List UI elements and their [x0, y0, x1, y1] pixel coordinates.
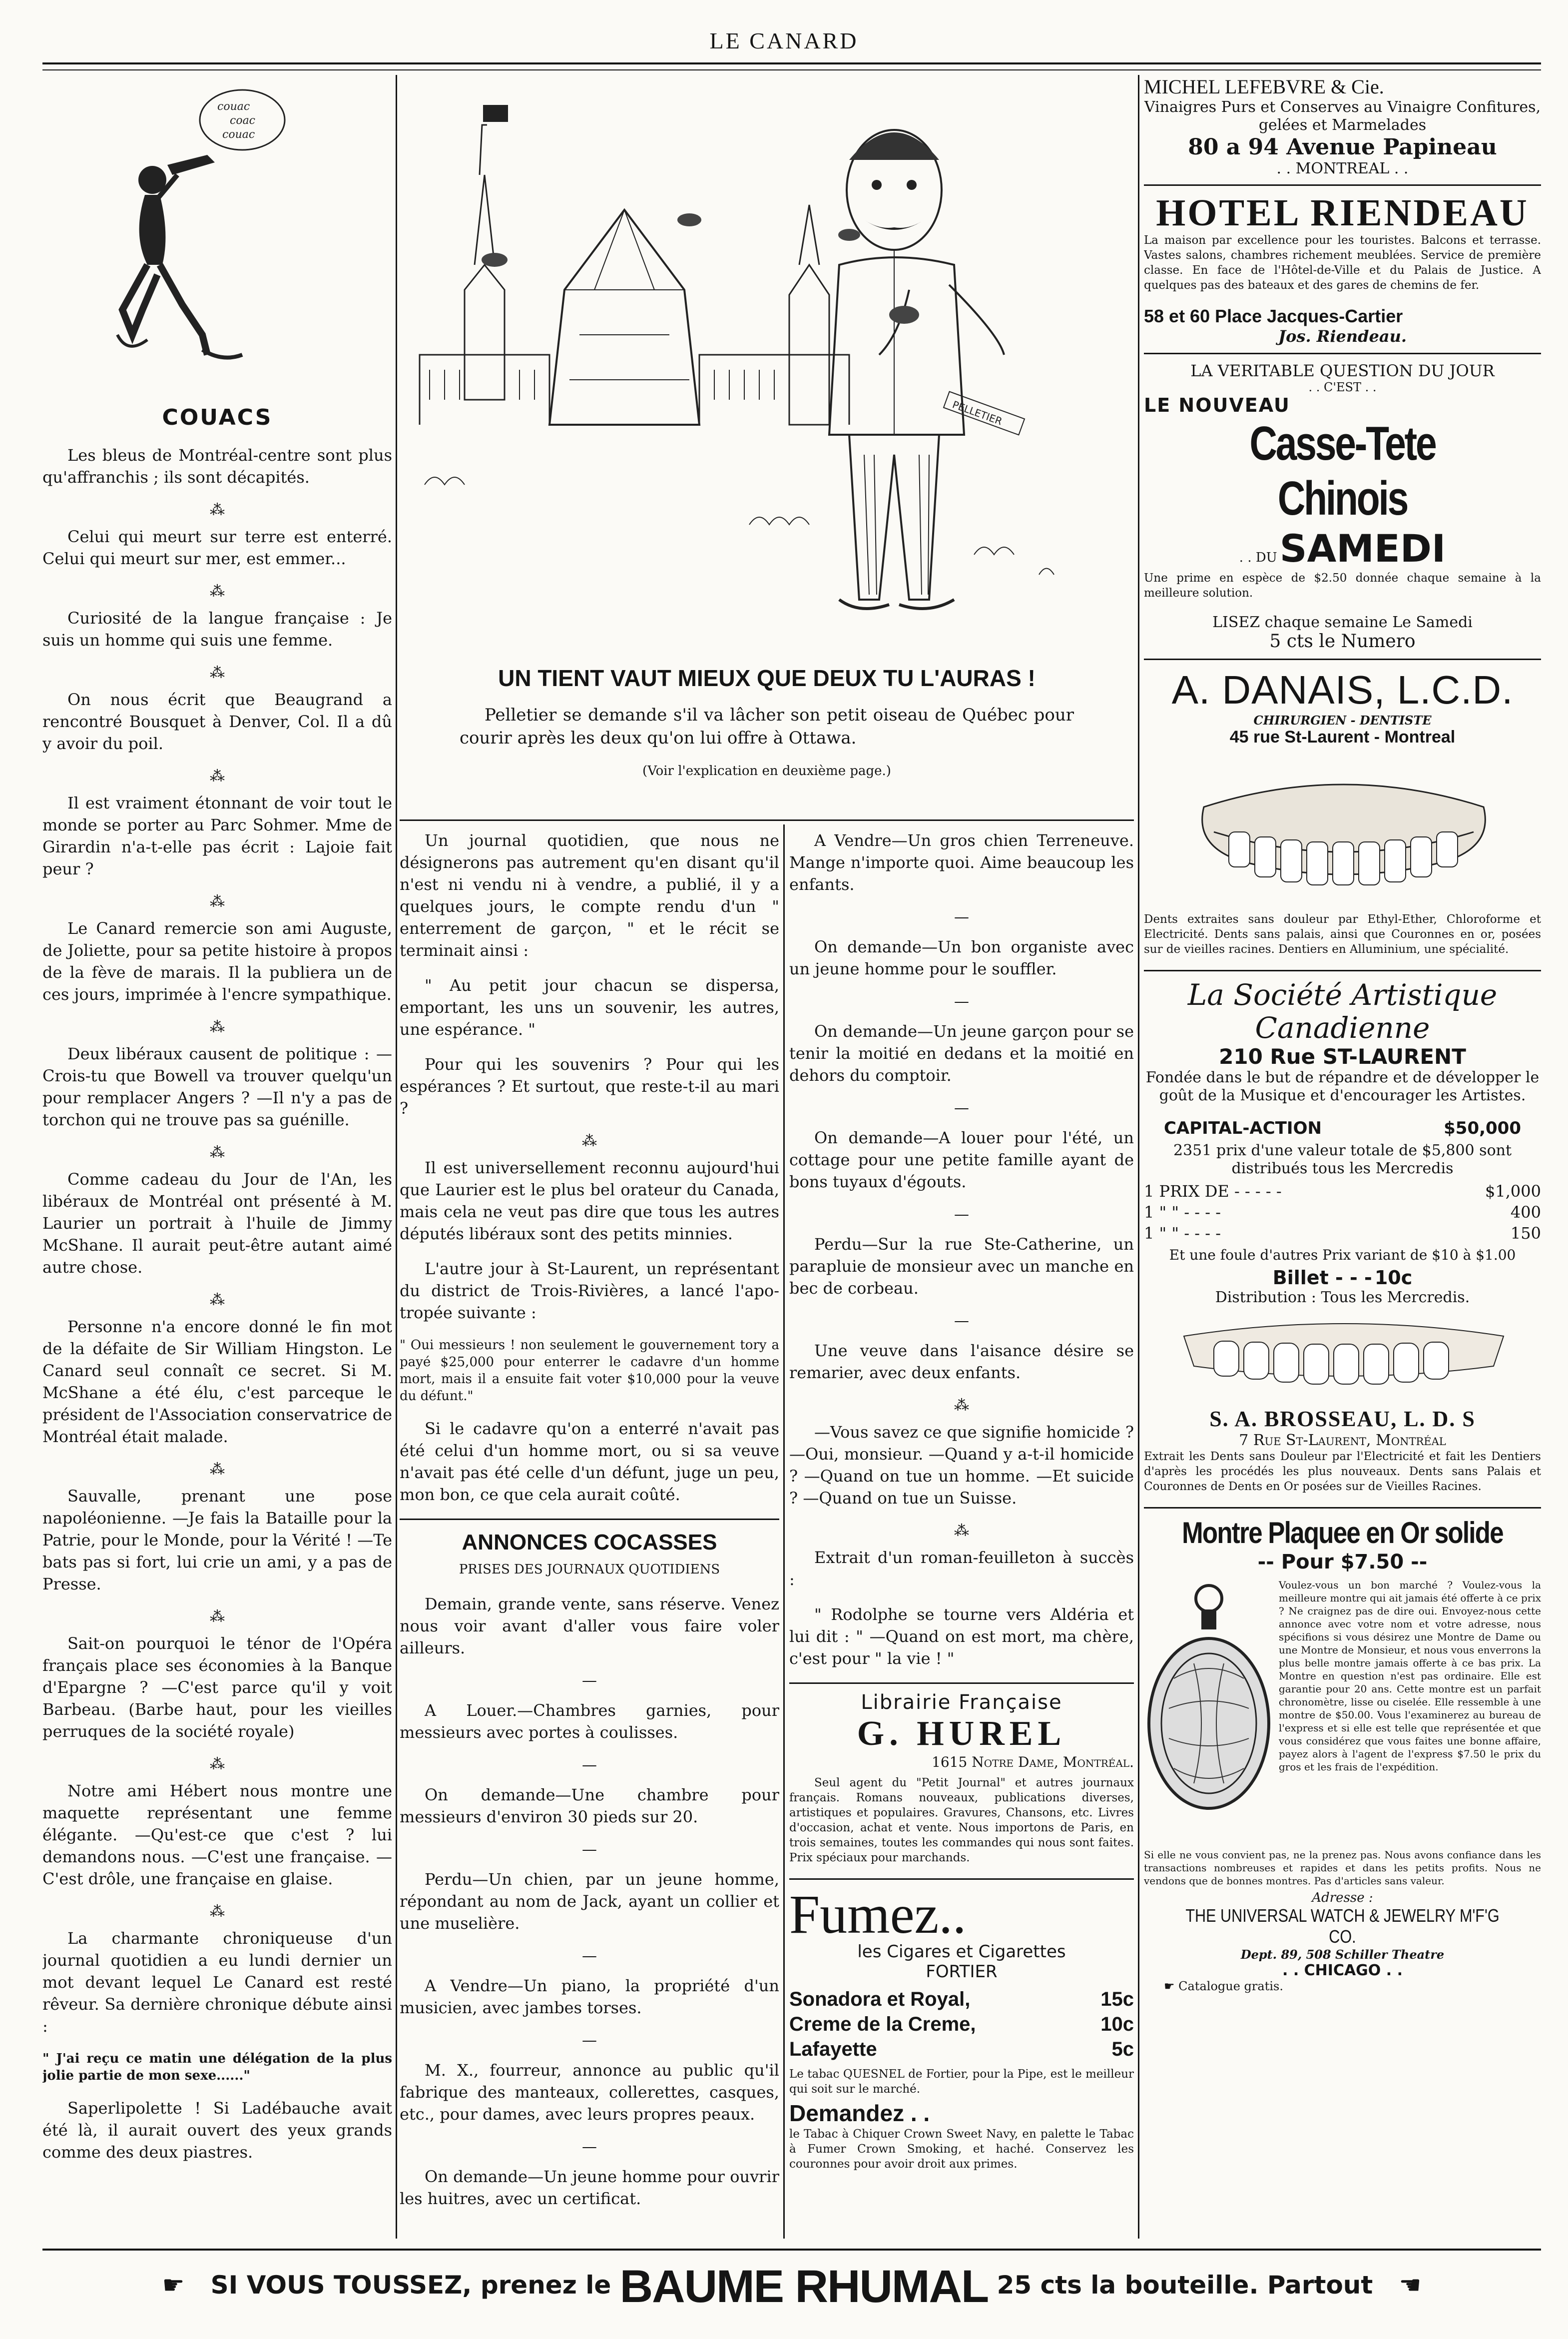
couac-item: Personne n'a encore donné le fin mot de la défaite de Sir William Hingston. Le Canard seul connaît ce secret. Si M. McShane a été élu, c'est parceque le président de l'Association conservatrice de Montréal était malade.	[42, 1317, 392, 1446]
montre-body	[1144, 1578, 1541, 1848]
prize-value: $1,000	[1485, 1182, 1541, 1201]
couac-item: Sauvalle, prenant une pose napoléonienne. —Je fais la Bataille pour la Patrie, pour le Monde, pour la Vérité ! —Te bats pas si fort, lui crie un ami, y a pas de Presse.	[42, 1487, 392, 1593]
separator-stars: ⁂	[210, 664, 225, 682]
societe-distrib: Distribution : Tous les Mercredis.	[1215, 1289, 1470, 1306]
couac-item: Saperlipolette ! Si Ladébauche avait été là, il aurait ouvert des yeux grands comme des deux piastres.	[42, 2099, 392, 2162]
jester-trumpet-illustration	[42, 75, 392, 400]
parliament-cartoon-illustration	[400, 75, 1134, 650]
masthead: LE CANARD	[709, 28, 859, 53]
hotel-text: La maison par excellence pour les touristes. Balcons et terrasse. Vastes salons, chambres richement meublées. Service de première classe. En face de l'Hôtel-de-Ville et du Palais de Justice. A quelques pas des bateaux et des gares de chemins de fer.	[1144, 234, 1541, 292]
separator-stars: ⁂	[954, 1397, 969, 1414]
annonce-item: On demande—Un jeune garçon pour se tenir la moitié en dedans et la moitié en dehors du comptoir.	[789, 1022, 1134, 1085]
danais-title: CHIRURGIEN - DENTISTE	[1253, 713, 1432, 728]
dialogue: —Vous savez ce que signifie homicide ? —Oui, monsieur. —Quand y a-t-il homicide ? —Quand on tue un homme. —Et suicide ? —Quand on tue un Suisse.	[789, 1423, 1134, 1508]
annonce-item: Une veuve dans l'aisance désire se remarier, avec deux enfants.	[789, 1341, 1134, 1382]
couac-item: Notre ami Hébert nous montre une maquette représentant une femme élégante. —Qu'est-ce que c'est ? lui demandons nous. —C'est une française. —C'est drôle, une française en glaise.	[42, 1781, 392, 1888]
ad-rule	[1144, 1507, 1541, 1509]
montre-text: Voulez-vous un bon marché ? Voulez-vous la meilleure montre qui ait jamais été offerte à ce prix ? Ne craignez pas de dire oui. Envoyez-nous cette annonce avec votre nom et votre adresse, nous spécifions si vous désirez une Montre de Dame ou une Montre de Monsieur, et nous vous enverrons la plus belle montre jamais offerte à ce bas prix. La Montre en question n'est pas ordinaire. Elle est garantie pour 20 ans. Cette montre est un parfait chronomètre, lisse ou ciselée. Elle ressemble à une montre de $50.00. Vous l'examinerez au bureau de l'express et si elle est telle que représentée et que vous considérez que vous faites une bonne affaire, payez alors à l'agent de l'express $7.50 le prix du gros et les frais de l'expédition.	[1279, 1579, 1541, 1773]
separator-dash: —	[954, 993, 969, 1010]
column-rule	[396, 75, 397, 2239]
samedi-price: 5 cts le Numero	[1269, 631, 1416, 652]
prize-row	[1144, 1202, 1541, 1223]
lefebvre-products: Vinaigres Purs et Conserves au Vinaigre Confitures, gelées et Marmelades	[1144, 98, 1541, 134]
annonces-title: ANNONCES COCASSES	[462, 1530, 717, 1555]
separator-stars: ⁂	[210, 1144, 225, 1161]
separator-dash: —	[954, 1206, 969, 1223]
cigar-price: 5c	[1111, 2038, 1134, 2060]
samedi-du-row	[1144, 526, 1541, 571]
article-paragraph: Il est universellement reconnu aujourd'hui que Laurier est le plus bel orateur du Canada, mais cela ne veut pas dire que tous les autres députés libéraux sont des petits minnies.	[400, 1158, 779, 1243]
prize-value: 150	[1510, 1224, 1541, 1243]
librairie-address: 1615 Notre Dame, Montréal.	[932, 1754, 1134, 1770]
billet-row	[1144, 1267, 1541, 1289]
article-paragraph: Si le cadavre qu'on a enterré n'avait pas été celui d'un homme mort, ou si sa veuve n'avait pas été celle d'un défunt, juge un peu, mon bon, ce que cela aurait coûté.	[400, 1419, 779, 1504]
article-quote: " Oui messieurs ! non seulement le gouvernement tory a payé $25,000 pour enterrer le cadavre d'un homme mort, mais il a ensuite fait voter $10,000 pour la veuve du défunt."	[400, 1338, 779, 1404]
capital-value: $50,000	[1444, 1118, 1521, 1138]
teeth-illustration	[1144, 1306, 1541, 1406]
annonce-item: On demande—Un bon organiste avec un jeune homme pour le souffler.	[789, 937, 1134, 978]
prize-label: 1 " " - - - -	[1144, 1224, 1221, 1243]
cigar-name: Lafayette	[789, 2038, 877, 2060]
annonce-item: A Vendre—Un gros chien Terreneuve. Mange n'importe quoi. Aime beaucoup les enfants.	[789, 831, 1134, 894]
separator-stars: ⁂	[210, 768, 225, 785]
separator-dash: —	[582, 1672, 597, 1689]
extrait-text: " Rodolphe se tourne vers Aldéria et lui dit : " —Quand on est mort, ma chère, c'est pour " la vie ! "	[789, 1605, 1134, 1668]
couac-item: Il est vraiment étonnant de voir tout le monde se porter au Parc Sohmer. Mme de Girardin n'a-t-elle pas écrit : Lajoie fait peur ?	[42, 793, 392, 878]
annonce-item: On demande—Un jeune homme pour ouvrir les huitres, avec un certificat.	[400, 2167, 779, 2208]
cartoon-caption-text: Pelletier se demande s'il va lâcher son petit oiseau de Québec pour courir après les deux qu'on lui offre à Ottawa.	[460, 705, 1074, 748]
separator-dash: —	[582, 1947, 597, 1965]
cigar-name: Creme de la Creme,	[789, 2013, 976, 2035]
montre-text2: Si elle ne vous convient pas, ne la prenez pas. Nous avons confiance dans les transactions nombreuses et rapides et dans les petits profits. Nous ne vendons que de bonnes montres. Pas d'articles sans valeur.	[1144, 1849, 1541, 1887]
danais-name: A. DANAIS, L.C.D.	[1171, 668, 1514, 712]
article-paragraph: Un journal quotidien, que nous ne désignerons pas autrement qu'en disant qu'il n'est ni vendu ni à vendre, a publié, il y a quelques jours, le compte rendu d'un " enterrement de garçon, " et le récit se terminait ainsi :	[400, 831, 779, 960]
separator-stars: ⁂	[210, 501, 225, 519]
danais-text: Dents extraites sans douleur par Ethyl-Ether, Chloroforme et Electricité. Dents sans palais, ainsi que Couronnes en or, posées sur de vieilles racines. Dentiers en Alluminium, une spécialité.	[1144, 913, 1541, 956]
montre-price: -- Pour $7.50 --	[1257, 1551, 1428, 1573]
samedi-ad	[1144, 361, 1541, 652]
fumez-line2: FORTIER	[926, 1962, 998, 1982]
couac-item: Sait-on pourquoi le ténor de l'Opéra français place ses économies à la Banque d'Epargne ? —C'est parce qu'il y voit Barbeau. (Barbe haut, pour les vieilles perruques de la société royale)	[42, 1634, 392, 1741]
separator-stars: ⁂	[954, 1522, 969, 1540]
fumez-ad	[789, 1884, 1134, 2172]
separator-dash: —	[582, 1756, 597, 1774]
montre-adresse-label: Adresse :	[1312, 1890, 1373, 1905]
montre-company: THE UNIVERSAL WATCH & JEWELRY M'F'G CO.	[1185, 1905, 1500, 1947]
column-chroniques	[400, 829, 779, 2234]
hotel-owner: Jos. Riendeau.	[1278, 327, 1407, 346]
annonce-item: M. X., fourreur, annonce au public qu'il fabrique des manteaux, collerettes, casques, etc., pour dames, avec leurs propres peaux.	[400, 2061, 779, 2124]
samedi-line3: LE NOUVEAU	[1144, 394, 1290, 416]
couac-item: Deux libéraux causent de politique : —Crois-tu que Bowell va trouver quelqu'un pour remplacer Angers ? —Il n'y a pas de torchon qui ne trouve pas sa guénille.	[42, 1044, 392, 1129]
lefebvre-ad	[1144, 75, 1541, 177]
couac-quote: " J'ai reçu ce matin une délégation de la plus jolie partie de mon sexe......"	[42, 2051, 392, 2083]
samedi-line2: . . C'EST . .	[1308, 380, 1377, 394]
billet-label: Billet - - -	[1272, 1267, 1372, 1289]
lefebvre-name: MICHEL LEFEBVRE & Cie.	[1144, 75, 1384, 98]
pointing-hand-icon: ☛	[162, 2271, 185, 2300]
separator-dash: —	[954, 908, 969, 926]
brosseau-name: S. A. BROSSEAU, L. D. S	[1209, 1407, 1476, 1431]
couac-item: Curiosité de la langue française : Je suis un homme qui suis une femme.	[42, 609, 392, 650]
hotel-address: 58 et 60 Place Jacques-Cartier	[1144, 306, 1403, 326]
capital-label: CAPITAL-ACTION	[1164, 1118, 1322, 1138]
header-rule	[42, 62, 1541, 70]
samedi-text: Une prime en espèce de $2.50 donnée chaque semaine à la meilleure solution.	[1144, 572, 1541, 600]
couac-item: Les bleus de Montréal-centre sont plus qu'affranchis ; ils sont décapités.	[42, 446, 392, 487]
annonce-item: A Vendre—Un piano, la propriété d'un musicien, avec jambes torses.	[400, 1976, 779, 2017]
pointing-hand-icon: ☚	[1399, 2271, 1422, 2300]
danais-ad	[1144, 667, 1541, 957]
footer-post: 25 cts la bouteille. Partout	[997, 2271, 1373, 2300]
hotel-riendeau-ad	[1144, 193, 1541, 346]
cartoon-caption-note: (Voir l'explication en deuxième page.)	[642, 764, 891, 779]
annonce-item: On demande—A louer pour l'été, un cottage pour une petite famille ayant de bons tuyaux d'égouts.	[789, 1128, 1134, 1191]
footer-line	[42, 2261, 1541, 2313]
article-paragraph: " Au petit jour chacun se dispersa, emportant, les uns un souvenir, les autres, une espérance. "	[400, 976, 779, 1039]
prize-row	[1144, 1181, 1541, 1202]
column-couacs	[42, 75, 392, 2234]
ad-rule	[1144, 659, 1541, 660]
samedi-big: Casse-Tete Chinois	[1249, 417, 1436, 525]
samedi-du: . . DU	[1239, 550, 1277, 565]
footer-ad	[42, 2249, 1541, 2311]
separator-dash: —	[582, 1841, 597, 1858]
ad-rule	[1144, 970, 1541, 971]
montre-dept: Dept. 89, 508 Schiller Theatre	[1240, 1947, 1445, 1962]
couac-item: On nous écrit que Beaugrand a rencontré Bousquet à Denver, Col. Il a dû y avoir du poil.	[42, 690, 392, 753]
footer-brand: BAUME RHUMAL	[619, 2261, 989, 2312]
cigar-price: 10c	[1100, 2013, 1134, 2035]
separator-dash: —	[954, 1312, 969, 1330]
montre-catalogue-row	[1144, 1979, 1541, 1993]
cartoon-caption-title: UN TIENT VAUT MIEUX QUE DEUX TU L'AURAS !	[498, 665, 1036, 691]
separator-stars: ⁂	[210, 583, 225, 600]
column-advertisements	[1144, 75, 1541, 2234]
annonce-item: Demain, grande vente, sans réserve. Venez nous voir avant d'aller vous faire voler ailleurs.	[400, 1594, 779, 1657]
montre-city: . . CHICAGO . .	[1282, 1962, 1403, 1979]
librairie-ad	[789, 1691, 1134, 1865]
pocket-watch-illustration	[1144, 1578, 1274, 1848]
separator-stars: ⁂	[582, 1132, 597, 1150]
danais-address: 45 rue St-Laurent - Montreal	[1229, 728, 1456, 747]
fumez-title: Fumez..	[789, 1884, 967, 1945]
fumez-text1: Le tabac QUESNEL de Fortier, pour la Pipe, est le meilleur qui soit sur le marché.	[789, 2068, 1134, 2096]
montre-text-block	[1274, 1578, 1541, 1848]
annonces-subtitle: PRISES DES JOURNAUX QUOTIDIENS	[459, 1562, 720, 1577]
librairie-text: Seul agent du "Petit Journal" et autres journaux français. Romans nouveaux, publications diverses, artistiques et populaires. Gravures, Chansons, etc. Livres d'occasion, achat et vente. Nous importons de Paris, en trois semaines, toutes les commandes qui nous sont faites. Prix spéciaux pour marchands.	[789, 1776, 1134, 1864]
ad-rule	[789, 1682, 1134, 1684]
societe-line1: La Société Artistique	[1187, 978, 1498, 1012]
extrait-intro: Extrait d'un roman-feuilleton à succès :	[789, 1548, 1134, 1589]
billet-price: 10c	[1374, 1267, 1413, 1289]
brosseau-text: Extrait les Dents sans Douleur par l'Electricité et fait les Dentiers d'après les procédés les plus nouveaux. Dents sans Palais et Couronnes de Dents en Or posées sur de Vieilles Racines.	[1144, 1450, 1541, 1493]
separator-dash: —	[954, 1099, 969, 1117]
separator-stars: ⁂	[210, 1903, 225, 1920]
fumez-text2: le Tabac à Chiquer Crown Sweet Navy, en palette le Tabac à Fumer Crown Smoking, et haché. Conservez les couronnes pour avoir droit aux primes.	[789, 2128, 1134, 2171]
jester-text: couac	[222, 128, 255, 141]
column-rule	[783, 824, 785, 2239]
column-annonces-suite	[789, 829, 1134, 2234]
couac-item: La charmante chroniqueuse d'un journal quotidien a eu lundi dernier un mot devant lequel Le Canard est resté rêveur. Sa dernière chronique débute ainsi :	[42, 1929, 392, 2036]
ad-rule	[789, 1878, 1134, 1880]
couac-item: Le Canard remercie son ami Auguste, de Joliette, pour sa petite histoire à propos de la fève de marais. Il la publiera un de ces jours, imprimée à l'encre sympathique.	[42, 919, 392, 1004]
cigar-name: Sonadora et Royal,	[789, 1988, 971, 2010]
cartoon-section	[400, 75, 1134, 844]
separator-dash: —	[582, 2032, 597, 2049]
samedi-name: SAMEDI	[1279, 526, 1446, 571]
brosseau-address: 7 Rue St-Laurent, Montréal	[1239, 1432, 1446, 1449]
couac-item: Celui qui meurt sur terre est enterré. Celui qui meurt sur mer, est emmer...	[42, 527, 392, 568]
hotel-name: HOTEL RIENDEAU	[1156, 192, 1529, 234]
section-rule	[400, 1519, 779, 1520]
societe-line2: Canadienne	[1255, 1011, 1430, 1045]
footer-pre: SI VOUS TOUSSEZ, prenez le	[210, 2271, 611, 2300]
prize-label: 1 " " - - - -	[1144, 1203, 1221, 1222]
montre-catalogue: Catalogue gratis.	[1178, 1979, 1283, 1993]
separator-stars: ⁂	[210, 1291, 225, 1309]
prize-value: 400	[1510, 1203, 1541, 1222]
separator-stars: ⁂	[210, 1608, 225, 1625]
brosseau-ad	[1144, 1406, 1541, 1494]
prize-label: 1 PRIX DE - - - - -	[1144, 1182, 1282, 1201]
cigar-price-row	[789, 1987, 1134, 2012]
annonce-item: A Louer.—Chambres garnies, pour messieurs avec portes à coulisses.	[400, 1701, 779, 1742]
lefebvre-address: 80 a 94 Avenue Papineau	[1188, 134, 1497, 160]
separator-stars: ⁂	[210, 893, 225, 910]
separator-dash: —	[582, 2138, 597, 2156]
annonce-item: On demande—Une chambre pour messieurs d'environ 30 pieds sur 20.	[400, 1785, 779, 1826]
lefebvre-city: . . MONTREAL . .	[1276, 160, 1409, 177]
couacs-title: COUACS	[162, 405, 273, 430]
pointing-hand-icon: ☛	[1164, 1979, 1175, 1993]
societe-text: Fondée dans le but de répandre et de développer le goût de la Musique et d'encourager les Artistes.	[1145, 1069, 1540, 1104]
cigar-price-row	[789, 2012, 1134, 2037]
dentures-illustration	[1144, 747, 1541, 912]
societe-more: Et une foule d'autres Prix variant de $10 à $1.00	[1169, 1247, 1516, 1263]
librairie-title: Librairie Française	[861, 1691, 1062, 1714]
ad-rule	[1144, 184, 1541, 186]
cigar-price-row	[789, 2037, 1134, 2062]
annonce-item: Perdu—Un chien, par un jeune homme, répondant au nom de Jack, ayant un collier et une muselière.	[400, 1870, 779, 1933]
librairie-name: G. HUREL	[857, 1714, 1066, 1753]
ad-rule	[1144, 353, 1541, 354]
jester-text: couac	[217, 100, 250, 113]
annonce-item: Perdu—Sur la rue Ste-Catherine, un parapluie de monsieur avec un manche en bec de corbeau.	[789, 1235, 1134, 1298]
capital-row	[1144, 1118, 1541, 1139]
samedi-line1: LA VERITABLE QUESTION DU JOUR	[1190, 361, 1495, 380]
samedi-lisez: LISEZ chaque semaine Le Samedi	[1212, 614, 1473, 631]
column-rule	[1138, 75, 1139, 2239]
jester-text: coac	[230, 114, 256, 127]
separator-stars: ⁂	[210, 1461, 225, 1478]
societe-artistique-ad	[1144, 978, 1541, 1306]
couac-item: Comme cadeau du Jour de l'An, les libéraux de Montréal ont présenté à M. Laurier un portrait à l'huile de Jimmy McShane. Il aurait peut-être autant aimé autre chose.	[42, 1170, 392, 1277]
separator-stars: ⁂	[210, 1018, 225, 1036]
societe-prix-text: 2351 prix d'une valeur totale de $5,800 sont distribués tous les Mercredis	[1173, 1142, 1512, 1177]
article-paragraph: Pour qui les souvenirs ? Pour qui les espérances ? Et surtout, que reste-t-il au mari ?	[400, 1055, 779, 1118]
separator-stars: ⁂	[210, 1755, 225, 1773]
montre-title: Montre Plaquee en Or solide	[1182, 1516, 1503, 1550]
prize-row	[1144, 1223, 1541, 1244]
cigar-price: 15c	[1100, 1988, 1134, 2010]
fumez-line1: les Cigares et Cigarettes	[857, 1942, 1066, 1962]
societe-address: 210 Rue ST-LAURENT	[1219, 1044, 1466, 1069]
fumez-demandez: Demandez . .	[789, 2100, 930, 2126]
montre-ad	[1144, 1516, 1541, 1993]
article-paragraph: L'autre jour à St-Laurent, un représentant du district de Trois-Rivières, a lancé l'apo-tropée suivante :	[400, 1259, 779, 1322]
cartoon-sign: PELLETIER	[951, 398, 1004, 428]
